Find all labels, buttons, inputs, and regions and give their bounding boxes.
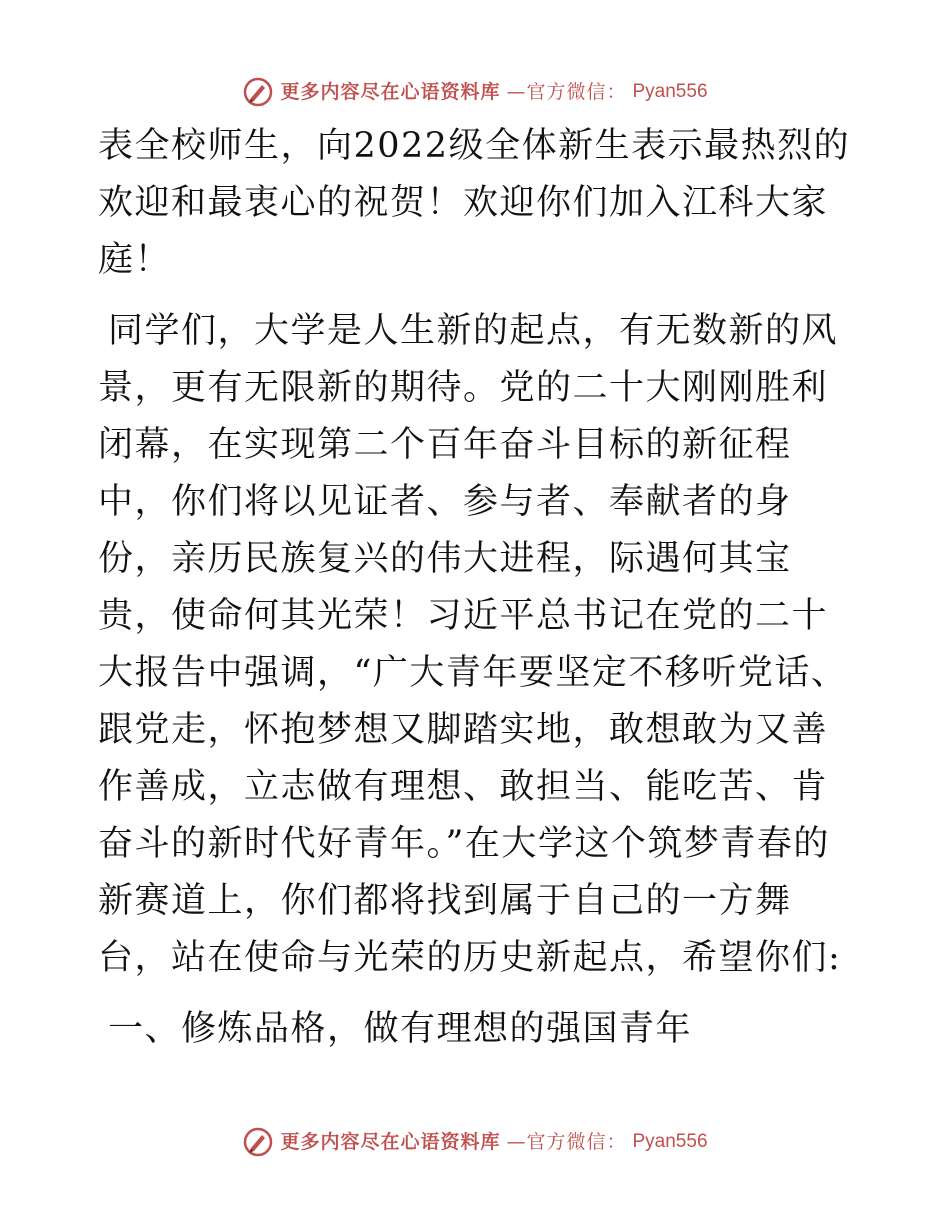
- document-body: [98, 118, 858, 1058]
- watermark-separator: —官方微信：: [506, 1131, 627, 1153]
- watermark-brand: 更多内容尽在心语资料库: [280, 1131, 501, 1153]
- watermark-wechat: Pyan556: [632, 1131, 708, 1152]
- watermark-footer: [0, 1126, 950, 1158]
- watermark-header: [0, 76, 950, 108]
- watermark-separator: —官方微信：: [506, 81, 627, 103]
- watermark-wechat: Pyan556: [632, 81, 708, 102]
- paragraph-main: 同学们，大学是人生新的起点，有无数新的风景，更有无限新的期待。党的二十大刚刚胜利闭幕，在实现第二个百年奋斗目标的新征程中，你们将以见证者、参与者、奉献者的身份，亲历民族复兴的伟大进程，际遇何其宝贵，使命何其光荣！习近平总书记在党的二十大报告中强调，“广大青年要坚定不移听党话、跟党走，怀抱梦想又脚踏实地，敢想敢为又善作善成，立志做有理想、敢担当、能吃苦、肯奋斗的新时代好青年。”在大学这个筑梦青春的新赛道上，你们都将找到属于自己的一方舞台，站在使命与光荣的历史新起点，希望你们:: [98, 311, 848, 978]
- pen-circle-logo-icon: [242, 76, 274, 108]
- section-heading: 一、修炼品格，做有理想的强国青年: [108, 1009, 693, 1049]
- pen-circle-logo-icon: [242, 1126, 274, 1158]
- paragraph-welcome: 表全校师生，向2022级全体新生表示最热烈的欢迎和最衷心的祝贺！欢迎你们加入江科大家庭！: [98, 126, 851, 280]
- watermark-brand: 更多内容尽在心语资料库: [280, 81, 501, 103]
